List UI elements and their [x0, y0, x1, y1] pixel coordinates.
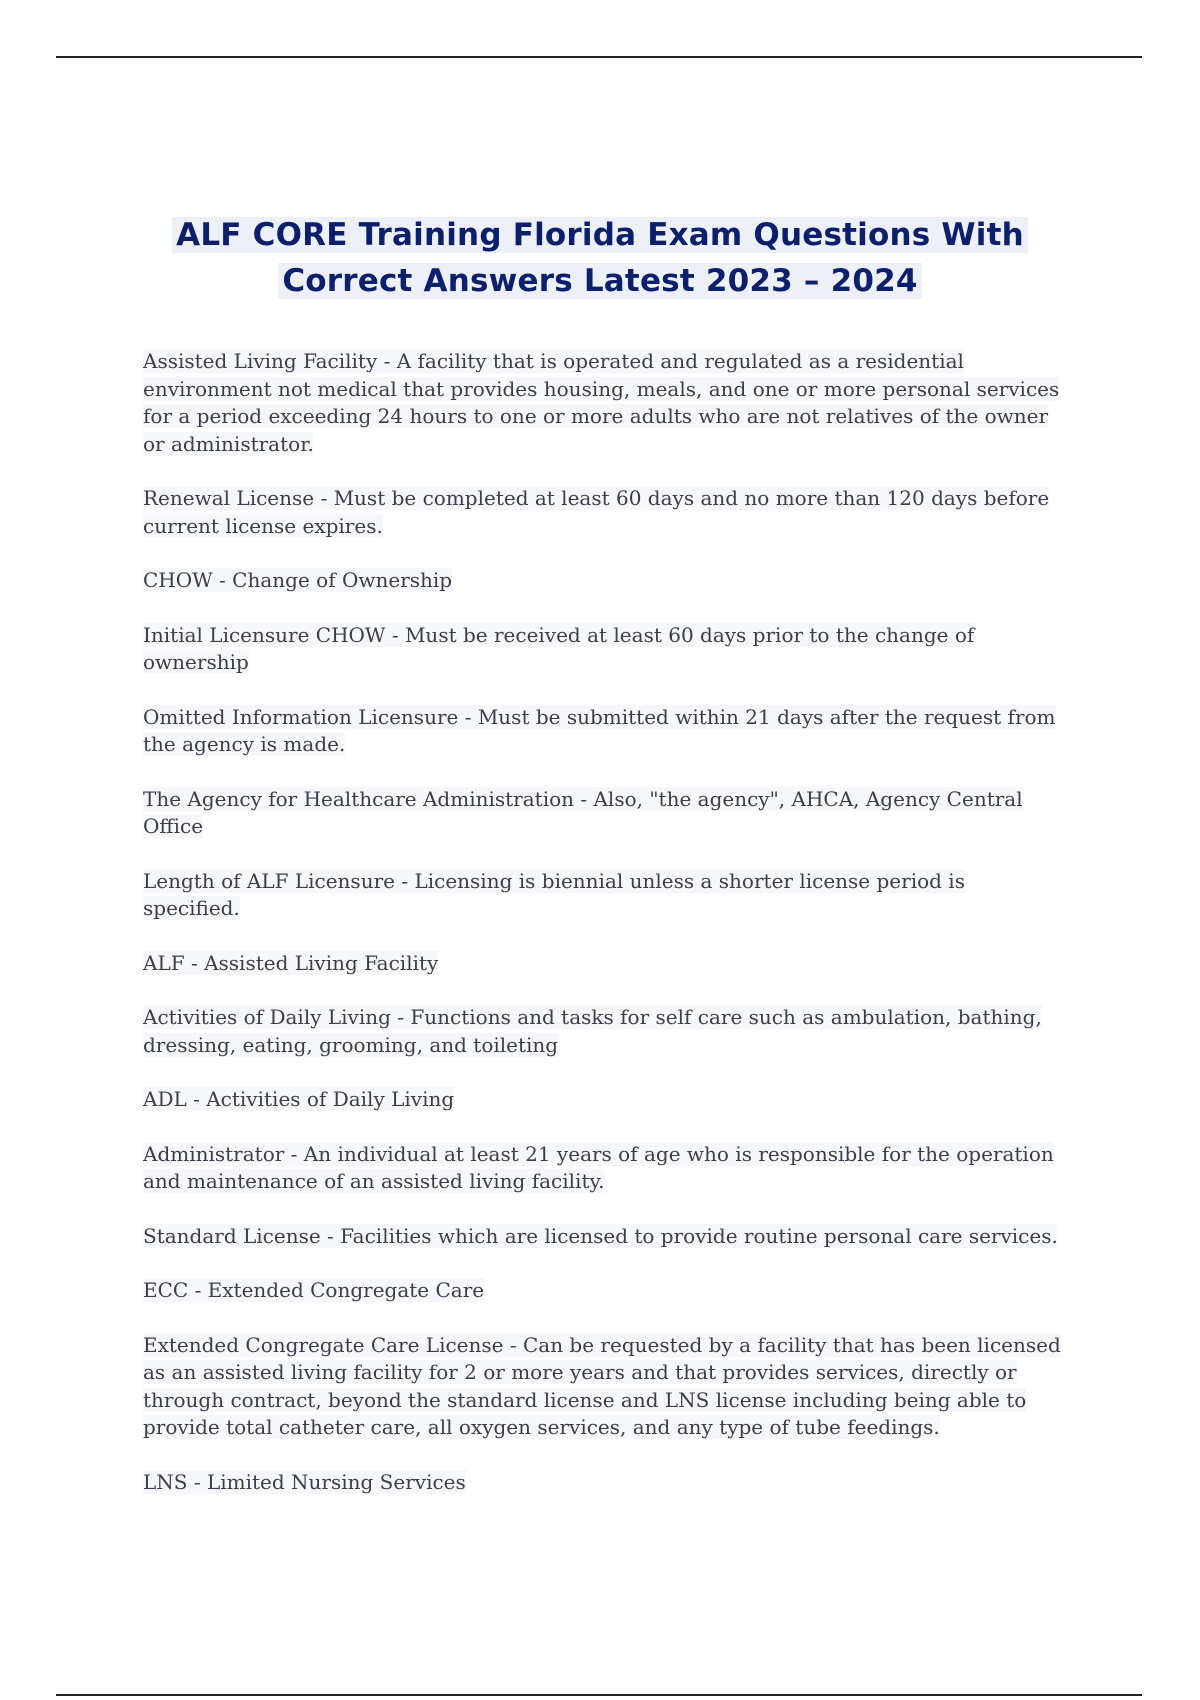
definition-lns: LNS - Limited Nursing Services [143, 1469, 466, 1494]
definition-omitted-information-licensure: Omitted Information Licensure - Must be submitted within 21 days after the request from the agency is made. [143, 704, 1056, 756]
definitions-list [143, 348, 1063, 1523]
title-line-2: Correct Answers Latest 2023 – 2024 [278, 263, 921, 299]
definition-chow: CHOW - Change of Ownership [143, 568, 453, 592]
definition-length-of-alf-licensure: Length of ALF Licensure - Licensing is biennial unless a shorter license period is specified. [143, 868, 965, 920]
definition-agency-healthcare-administration: The Agency for Healthcare Administration - Also, "the agency", AHCA, Agency Central Office [143, 786, 1023, 838]
header-rule [56, 56, 1142, 58]
definition-assisted-living-facility: Assisted Living Facility - A facility that is operated and regulated as a residential environment not medical that provides housing, meals, and one or more personal services for a period exceeding 24 hours to one or more adults who are not relatives of the owner or administrator. [143, 349, 1060, 456]
title-line-1: ALF CORE Training Florida Exam Questions With [172, 217, 1028, 253]
footer-rule [56, 1694, 1142, 1696]
definition-extended-congregate-care-license: Extended Congregate Care License - Can be requested by a facility that has been licensed as an assisted living facility for 2 or more years and that provides services, directly or through contract, beyond the standard license and LNS license including being able to provide total catheter care, all oxygen services, and any type of tube feedings. [143, 1332, 1061, 1439]
definition-ecc: ECC - Extended Congregate Care [143, 1278, 485, 1302]
definition-initial-licensure-chow: Initial Licensure CHOW - Must be received at least 60 days prior to the change of ownership [143, 622, 975, 674]
definition-renewal-license: Renewal License - Must be completed at least 60 days and no more than 120 days before current license expires. [143, 486, 1050, 538]
definition-alf: ALF - Assisted Living Facility [143, 950, 439, 975]
document-title [100, 212, 1100, 304]
definition-adl: ADL - Activities of Daily Living [143, 1087, 455, 1111]
definition-activities-of-daily-living: Activities of Daily Living - Functions and tasks for self care such as ambulation, bathing, dressing, eating, grooming, and toileting [143, 1005, 1042, 1057]
definition-standard-license: Standard License - Facilities which are licensed to provide routine personal care services. [143, 1223, 1058, 1248]
definition-administrator: Administrator - An individual at least 21 years of age who is responsible for the operation and maintenance of an assisted living facility. [143, 1141, 1054, 1193]
